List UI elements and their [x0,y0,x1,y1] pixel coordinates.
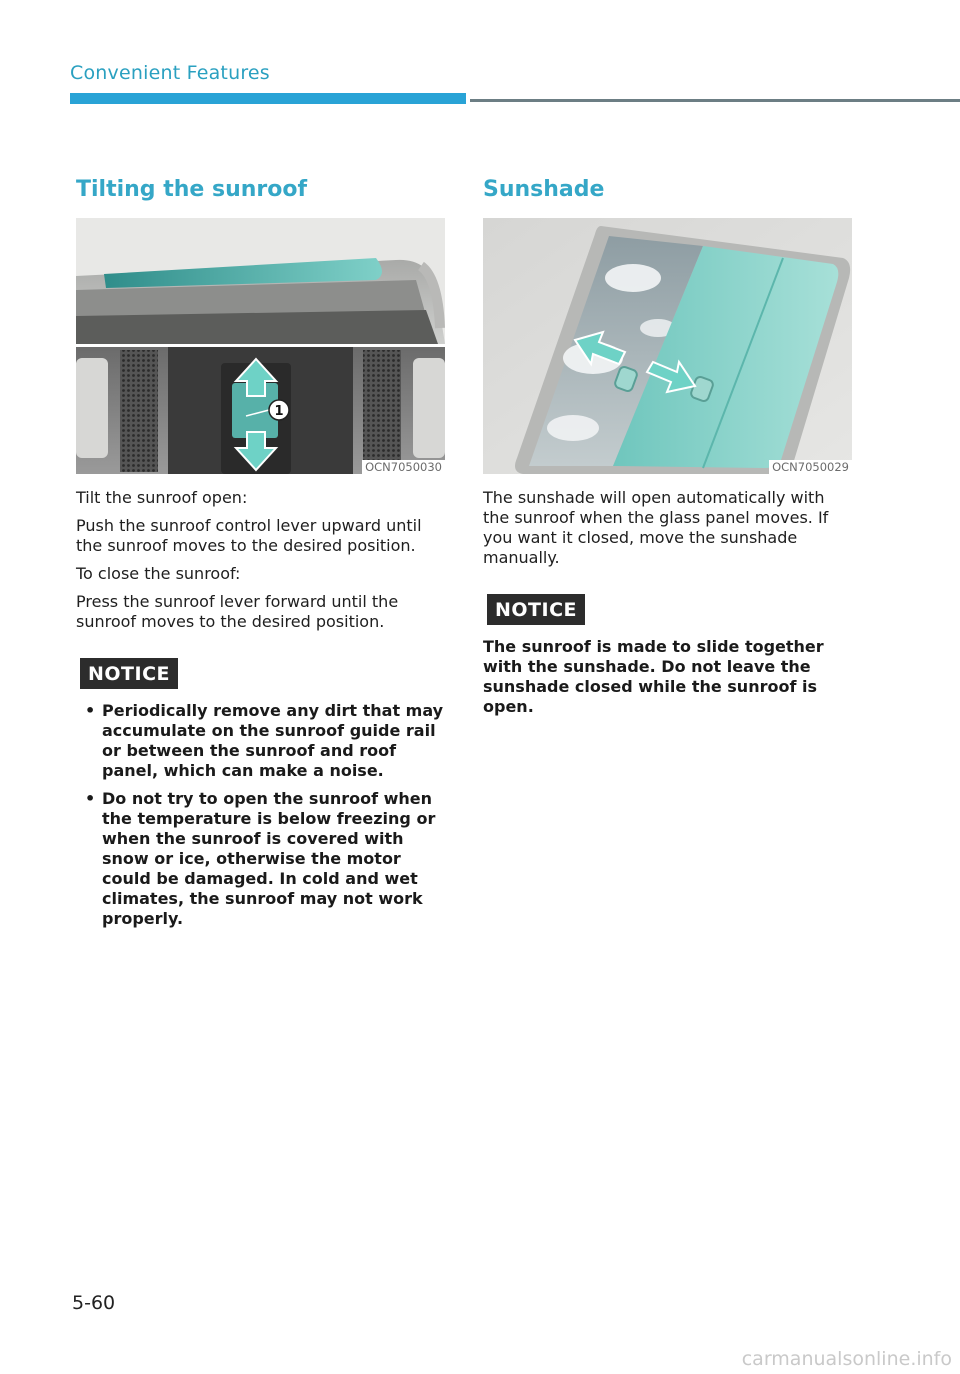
bullet-icon: • [85,789,96,808]
list-item [76,701,446,781]
body-text: To close the sunroof: [76,564,241,583]
body-text: Press the sunroof lever forward until the sunroof moves to the desired position. [76,592,399,631]
body-text: The sunshade will open automatically with the sunroof when the glass panel moves. If you want it closed, move the sunshade manually. [483,488,829,567]
tilting-sunroof-figure [76,218,445,474]
body-text: Tilt the sunroof open: [76,488,248,507]
sunshade-title: Sunshade [483,177,605,202]
notice-label: NOTICE [80,658,178,689]
section-header: Convenient Features [70,62,270,84]
bullet-icon: • [85,701,96,720]
figure-code: OCN7050030 [362,460,445,474]
notice-label: NOTICE [487,594,585,625]
watermark: carmanualsonline.info [741,1348,952,1370]
body-text: Push the sunroof control lever upward until the sunroof moves to the desired position. [76,516,422,555]
sunroof-control-illustration [76,218,445,474]
callout-number: 1 [274,404,284,419]
page-number: 5-60 [72,1292,116,1314]
tilting-sunroof-title: Tilting the sunroof [76,177,308,202]
left-column [76,176,446,937]
right-column [483,176,853,717]
header-bar-accent [70,93,466,104]
figure-code: OCN7050029 [769,460,852,474]
notice-item-text: Do not try to open the sunroof when the temperature is below freezing or when the sunroof is covered with snow or ice, otherwise the motor could be damaged. In cold and wet climates, the sunroof may not work properly. [102,789,436,928]
list-item [76,789,446,929]
notice-text: The sunroof is made to slide together with the sunshade. Do not leave the sunshade closed while the sunroof is open. [483,637,824,716]
sunshade-illustration [483,218,852,474]
notice-list [76,701,446,929]
notice-item-text: Periodically remove any dirt that may accumulate on the sunroof guide rail or between the sunroof and roof panel, which can make a noise. [102,701,444,780]
sunshade-figure [483,218,852,474]
header-bar-rule [470,99,960,102]
